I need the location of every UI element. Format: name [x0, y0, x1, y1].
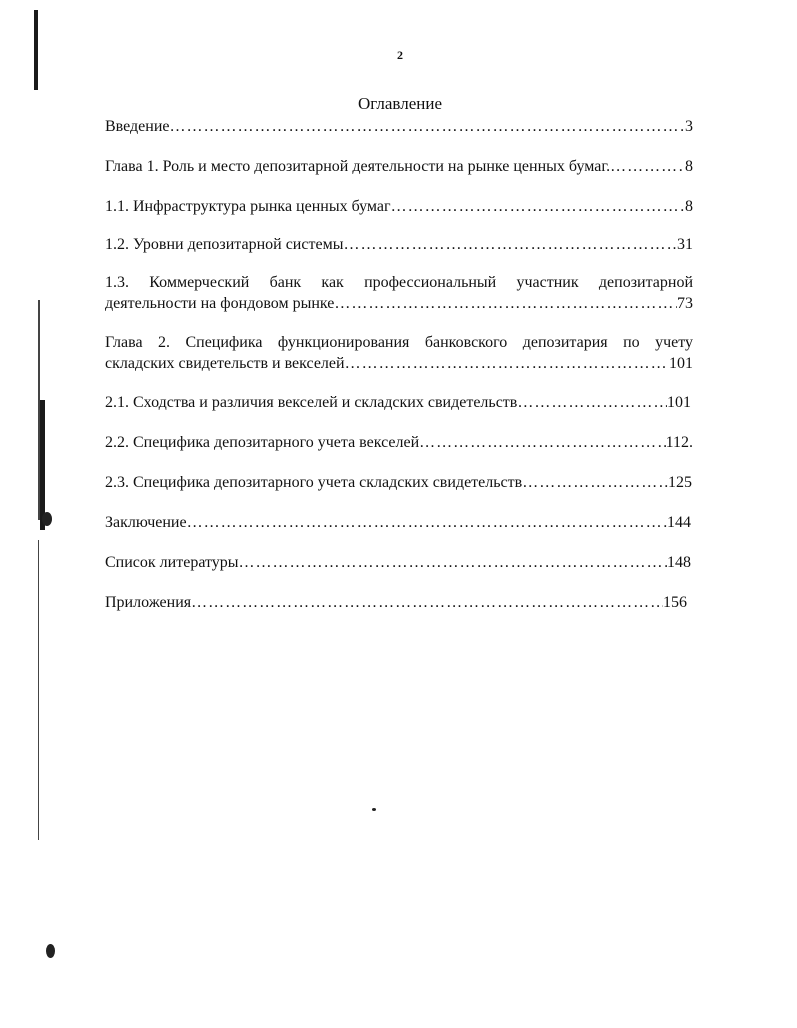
page-number: 2: [397, 48, 403, 62]
toc-entry-text: Приложения: [105, 594, 192, 611]
toc-entry-page: 8: [685, 198, 693, 215]
toc-entry-page: 148: [667, 554, 691, 571]
toc-entry-section-2-2: [105, 432, 693, 453]
scan-edge-mark: [34, 10, 38, 90]
toc-entry-literature: [105, 552, 691, 573]
toc-entry-page: 112.: [665, 434, 693, 451]
toc-entry-first-line: 1.3. Коммерческий банк как профессиональный участник депозитарной: [105, 274, 693, 291]
toc-entry-section-2-3: [105, 472, 692, 493]
scan-edge-mark: [40, 400, 45, 530]
toc-entry-chapter-2: [105, 332, 693, 374]
scan-speck: [46, 944, 55, 958]
toc-title: Оглавление: [358, 94, 442, 113]
toc-entry-appendices: [105, 592, 687, 613]
toc-entry-text: 1.2. Уровни депозитарной системы: [105, 236, 344, 253]
toc-entry-page: 101: [669, 355, 693, 372]
toc-entry-text: 1.1. Инфраструктура рынка ценных бумаг: [105, 198, 391, 215]
toc-entry-text: складских свидетельств и векселей: [105, 355, 345, 372]
toc-entry-text: Список литературы: [105, 554, 239, 571]
toc-entry-text: 2.2. Специфика депозитарного учета векселей: [105, 434, 420, 451]
toc-entry-text: деятельности на фондовом рынке: [105, 295, 335, 312]
toc-entry-text: Введение: [105, 118, 170, 135]
toc-entry-text: 2.3. Специфика депозитарного учета складских свидетельств: [105, 474, 523, 491]
toc-entry-page: 101: [667, 394, 691, 411]
scan-speck: [42, 512, 52, 526]
toc-entry-section-1-3: [105, 272, 693, 314]
toc-entry-text: Глава 1. Роль и место депозитарной деятельности на рынке ценных бумаг.: [105, 158, 611, 175]
toc-entry-intro: [105, 116, 693, 137]
toc-entry-chapter-1: [105, 156, 693, 177]
toc-entry-conclusion: [105, 512, 691, 533]
toc-entry-page: 125: [668, 474, 692, 491]
toc-entry-section-1-2: [105, 234, 693, 255]
toc-entry-section-1-1: [105, 196, 693, 217]
toc-entry-text: Заключение: [105, 514, 187, 531]
toc-entry-page: 156: [663, 594, 687, 611]
toc-entry-section-2-1: [105, 392, 691, 413]
scan-speck: [372, 808, 376, 811]
toc-entry-page: 8: [685, 158, 693, 175]
scan-edge-mark: [38, 540, 39, 840]
toc-entry-text: 2.1. Сходства и различия векселей и складских свидетельств: [105, 394, 518, 411]
toc-entry-page: 3: [685, 118, 693, 135]
toc-entry-page: 144: [667, 514, 691, 531]
toc-entry-page: 73: [677, 295, 693, 312]
toc-entry-page: 31: [677, 236, 693, 253]
toc-entry-first-line: Глава 2. Специфика функционирования банковского депозитария по учету: [105, 334, 693, 351]
